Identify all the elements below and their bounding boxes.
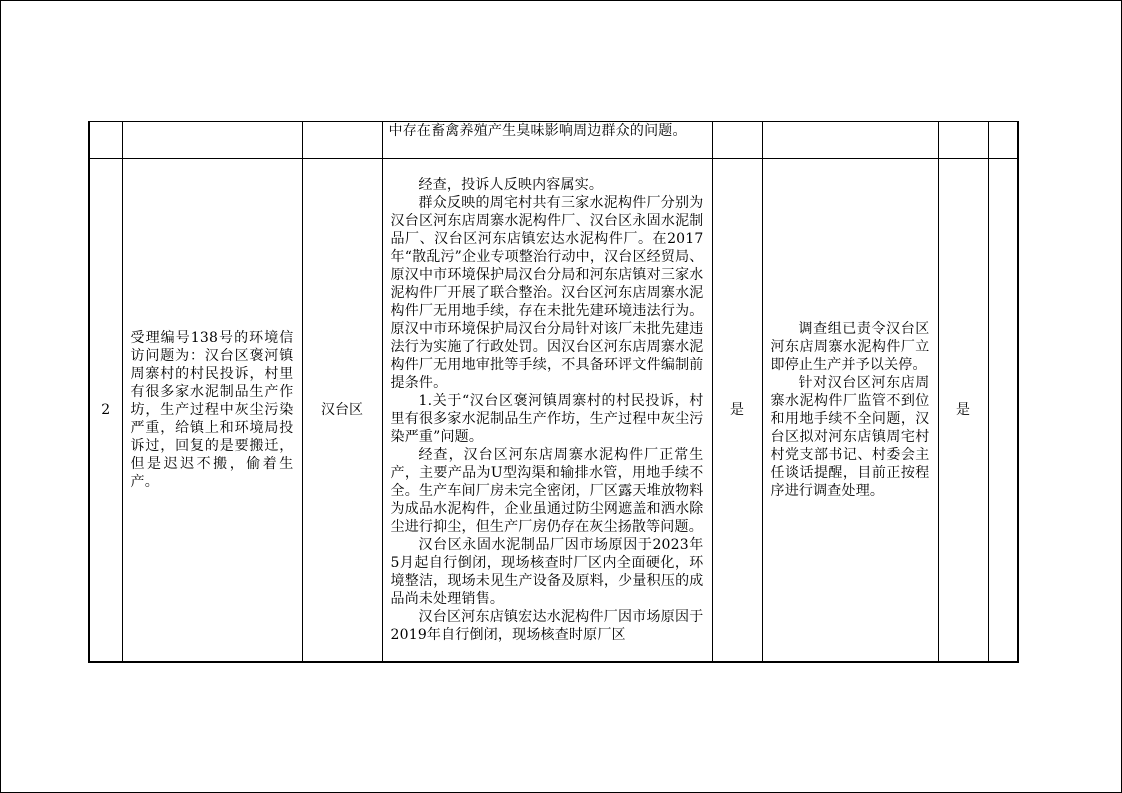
cell-actions: [762, 159, 938, 663]
cell-verified: [712, 159, 762, 663]
cell-complaint-cont: [122, 122, 302, 159]
investigation-paragraph: 1.关于“汉台区褒河镇周寨村的村民投诉，村里有很多家水泥制品生产作坊，生产过程中灰尘污染严重”问题。: [390, 393, 704, 445]
verified-text: 是: [730, 402, 744, 418]
cell-verified-cont: [712, 122, 762, 159]
investigation-paragraph: 群众反映的周宅村共有三家水泥构件厂分别为汉台区河东店周寨水泥构件厂、汉台区永固水泥制品厂、汉台区河东店镇宏达水泥构件厂。在2017年“散乱污”企业专项整治行动中，汉台区经贸局、原汉中市环境保护局汉台分局和河东店镇对三家水泥构件厂开展了联合整治。汉台区河东店周寨水泥构件厂无用地手续，存在未批先建环境违法行为。原汉中市环境保护局汉台分局针对该厂未批先建违法行为实施了行政处罚。因汉台区河东店周寨水泥构件厂无用地审批等手续，不具备环评文件编制前提条件。: [390, 195, 704, 391]
table-row: [89, 159, 1018, 663]
cell-complaint: [122, 159, 302, 663]
action-paragraph: 调查组已责令汉台区河东店周寨水泥构件厂立即停止生产并予以关停。: [770, 321, 930, 373]
continuation-text: 中存在畜禽养殖产生臭味影响周边群众的问题。: [388, 123, 687, 139]
cell-content-cont: [382, 122, 712, 159]
cell-investigation: [382, 159, 712, 663]
investigation-paragraph: 汉台区永固水泥制品厂因市场原因于2023年5月起自行倒闭，现场核查时厂区内全面硬化，环境整洁，现场未见生产设备及原料，少量积压的成品尚未处理销售。: [390, 537, 704, 607]
complaint-text: 受理编号138号的环境信访问题为：汉台区褒河镇周寨村的村民投诉，村里有很多家水泥制品生产作坊，生产过程中灰尘污染严重，给镇上和环境局投诉过，回复的是要搬迁，但是迟迟不搬，偷着生产。: [130, 330, 294, 490]
cell-actions-cont: [762, 122, 938, 159]
cell-remarks-cont: [988, 122, 1018, 159]
cell-row-number: [89, 159, 122, 663]
cell-accountability-cont: [938, 122, 988, 159]
district-text: 汉台区: [321, 402, 363, 418]
investigation-paragraph: 经查，投诉人反映内容属实。: [418, 177, 604, 193]
row-number: 2: [101, 402, 111, 418]
cell-number-cont: [89, 122, 122, 159]
action-paragraph: 针对汉台区河东店周寨水泥构件厂监管不到位和用地手续不全问题，汉台区拟对河东店镇周宅村村党支部书记、村委会主任谈话提醒，目前正按程序进行调查处理。: [770, 375, 930, 499]
complaint-table: [88, 121, 1019, 663]
cell-district-cont: [302, 122, 382, 159]
accountability-text: 是: [956, 402, 970, 418]
investigation-paragraph: 经查，汉台区河东店周寨水泥构件厂正常生产，主要产品为U型沟渠和输排水管，用地手续不全。生产车间厂房未完全密闭，厂区露天堆放物料为成品水泥构件，企业虽通过防尘网遮盖和洒水除尘进行抑尘，但生产厂房仍存在灰尘扬散等问题。: [390, 447, 704, 535]
table-row-continuation: [89, 122, 1018, 159]
cell-accountability: [938, 159, 988, 663]
investigation-paragraph: 汉台区河东店镇宏达水泥构件厂因市场原因于2019年自行倒闭，现场核查时原厂区: [390, 609, 704, 643]
cell-district: [302, 159, 382, 663]
cell-remarks: [988, 159, 1018, 663]
